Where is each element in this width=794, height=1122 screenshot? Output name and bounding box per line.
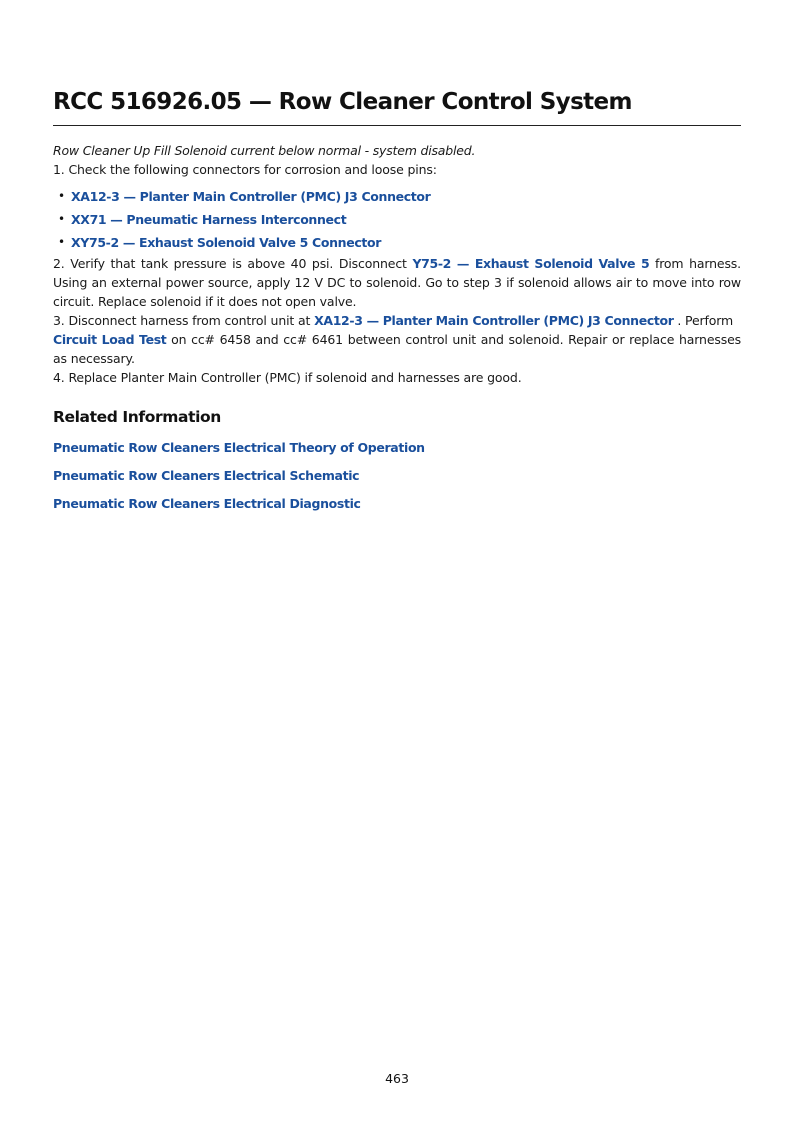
step-3-after: on cc# 6458 and cc# 6461 between control unit and solenoid. Repair or replace harnesses as necessary.: [53, 332, 742, 366]
connector-link-xa12-3[interactable]: XA12-3 — Planter Main Controller (PMC) J3 Connector: [71, 189, 431, 204]
page-title: RCC 516926.05 — Row Cleaner Control System: [53, 86, 741, 126]
page-number: 463: [385, 1071, 409, 1086]
related-information-heading: Related Information: [53, 408, 221, 426]
solenoid-valve-link[interactable]: Y75-2 — Exhaust Solenoid Valve 5: [412, 256, 650, 271]
list-item: [53, 231, 741, 254]
document-page: [53, 86, 741, 518]
related-links: [53, 434, 741, 518]
fault-description: Row Cleaner Up Fill Solenoid current below normal - system disabled.: [53, 143, 476, 158]
circuit-load-test-link[interactable]: Circuit Load Test: [53, 332, 167, 347]
step-3-before: 3. Disconnect harness from control unit at: [53, 313, 315, 328]
list-item: [53, 185, 741, 208]
related-link-theory-of-operation[interactable]: Pneumatic Row Cleaners Electrical Theory of Operation: [53, 440, 425, 455]
connector-link-xy75-2[interactable]: XY75-2 — Exhaust Solenoid Valve 5 Connector: [71, 235, 382, 250]
pmc-connector-link[interactable]: XA12-3 — Planter Main Controller (PMC) J3 Connector: [314, 313, 674, 328]
step-1-text: 1. Check the following connectors for corrosion and loose pins:: [53, 162, 437, 177]
bullet-icon: •: [58, 212, 66, 226]
step-2-after: from harness. Using an external power source, apply 12 V DC to solenoid. Go to step 3 if solenoid allows air to move into row circuit. Replace solenoid if it does not open valve.: [53, 256, 741, 309]
bullet-icon: •: [58, 235, 66, 249]
related-link-diagnostic[interactable]: Pneumatic Row Cleaners Electrical Diagnostic: [53, 496, 361, 511]
related-link-schematic[interactable]: Pneumatic Row Cleaners Electrical Schematic: [53, 468, 360, 483]
step-2-text: [53, 254, 741, 311]
connector-link-xx71[interactable]: XX71 — Pneumatic Harness Interconnect: [71, 212, 347, 227]
step-2-before: 2. Verify that tank pressure is above 40 psi. Disconnect: [53, 256, 413, 271]
step-3-text: [53, 311, 741, 368]
list-item: [53, 208, 741, 231]
connector-list: [53, 185, 741, 254]
step-3-middle: . Perform: [673, 313, 734, 328]
step-4-text: 4. Replace Planter Main Controller (PMC) if solenoid and harnesses are good.: [53, 370, 522, 385]
bullet-icon: •: [58, 189, 66, 203]
